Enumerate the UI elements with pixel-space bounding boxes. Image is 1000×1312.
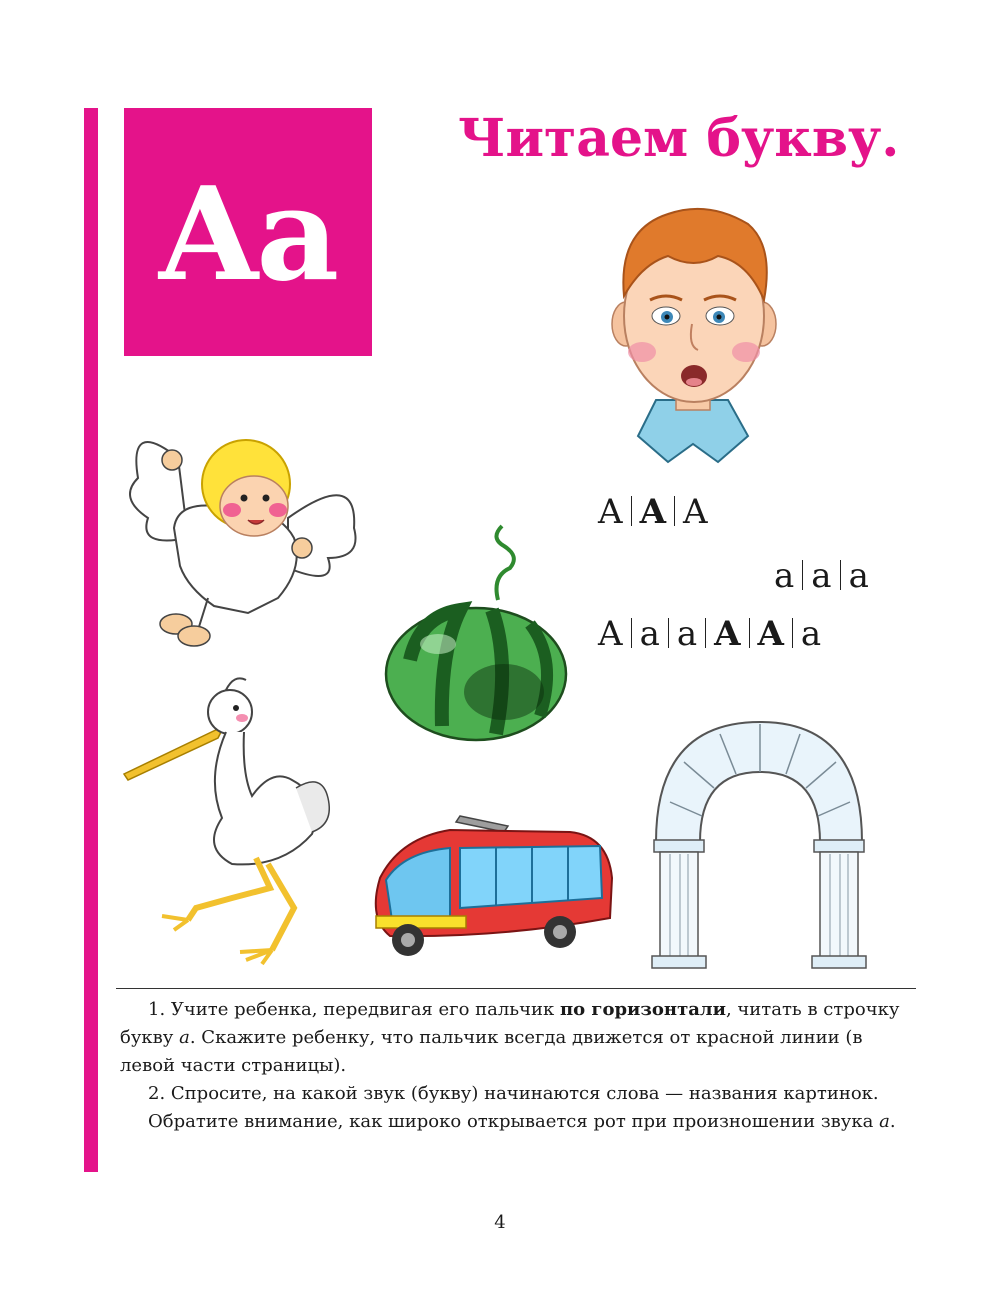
instruction-1-text-e: . Скажите ребенку, что пальчик всегда движется от красной линии (в левой части страницы). (120, 1027, 863, 1076)
instruction-3-text-a: Обратите внимание, как широко открывается рот при произношении звука (148, 1111, 880, 1132)
instruction-3 (120, 1108, 920, 1136)
instruction-1 (120, 996, 920, 1080)
letter-row-2 (766, 556, 877, 596)
letter-block-label: Aa (158, 160, 338, 310)
trolleybus-illustration (360, 808, 620, 968)
page-heading: Читаем букву. (458, 108, 900, 169)
instruction-3-letter: а (879, 1111, 890, 1132)
stork-illustration (122, 668, 362, 968)
letter: a (639, 614, 660, 654)
letter-row-1 (590, 492, 716, 532)
instruction-2: 2. Спросите, на какой звук (букву) начинаются слова — названия картинок. (148, 1083, 879, 1104)
letter: a (774, 556, 795, 596)
instruction-1-letter: а (179, 1027, 190, 1048)
letter: a (811, 556, 832, 596)
letter: A (714, 614, 741, 654)
angel-illustration (118, 398, 362, 650)
instruction-1-emphasis: по горизонтали (559, 999, 726, 1020)
notes-divider (116, 988, 916, 989)
page-number: 4 (494, 1212, 506, 1233)
instruction-3-text-c: . (889, 1111, 896, 1132)
arch-illustration (640, 712, 878, 972)
letter-row-3 (590, 614, 829, 654)
letter: A (682, 492, 708, 532)
instruction-1-text-c: , читать в строчку букву (120, 999, 900, 1048)
letter: a (800, 614, 822, 654)
letter: A (598, 614, 623, 654)
letter: a (676, 614, 698, 654)
parent-instructions (120, 996, 920, 1136)
red-margin-line (84, 108, 98, 1172)
instruction-1-text-a: 1. Учите ребенка, передвигая его пальчик (148, 999, 560, 1020)
letter: A (757, 614, 784, 654)
letter-block (124, 108, 372, 356)
letter: a (848, 556, 869, 596)
watermelon-illustration (380, 520, 576, 742)
boy-face-illustration (598, 200, 788, 468)
letter: A (639, 492, 666, 532)
letter: A (598, 492, 623, 532)
